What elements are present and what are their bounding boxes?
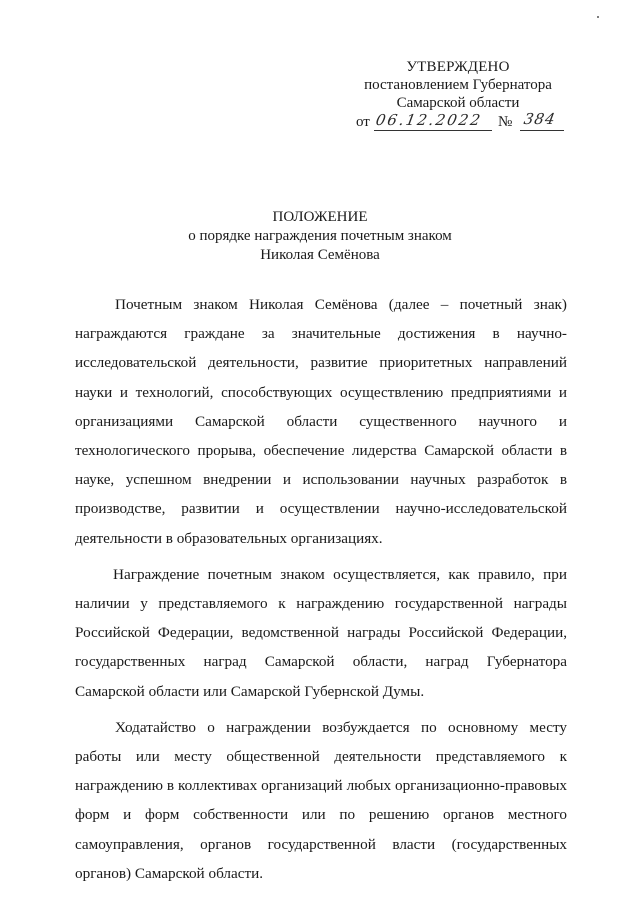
approval-title: УТВЕРЖДЕНО — [406, 59, 510, 75]
scan-speck — [597, 16, 599, 18]
handwritten-number: 384 — [522, 110, 558, 128]
paragraph-1: Почетным знаком Николая Семёнова (далее – почетный знак) награждаются граждане за значительные достижения в научно-исследовательской деятельности, развитие приоритетных направлений науки и технологий, способствующих осуществлению предприятиями и организациями Самарской области существенного научного и технологического прорыва, обеспечение лидерства Самарской области в науке, успешном внедрении и использовании научных разработок в производстве, развитии и осуществлении научно-исследовательской деятельности в образовательных организациях. — [75, 296, 567, 547]
number-prefix: № — [498, 114, 513, 130]
date-underline — [374, 130, 492, 131]
approval-line-1: постановлением Губернатора — [364, 77, 552, 93]
handwritten-date: 06.12.2022 — [374, 111, 484, 129]
document-body — [75, 290, 567, 888]
approval-date-row — [352, 110, 564, 133]
document-title: ПОЛОЖЕНИЕ — [272, 209, 368, 225]
document-subtitle-line-1: о порядке награждения почетным знаком — [188, 228, 452, 244]
number-underline — [520, 130, 564, 131]
approval-line-2: Самарской области — [396, 95, 520, 111]
paragraph-3: Ходатайство о награждении возбуждается по основному месту работы или месту общественной деятельности представляемого к награждению в коллективах организаций любых организационно-правовых форм и форм собственности или по решению органов местного самоуправления, органов государственной власти (государственных органов) Самарской области. — [75, 718, 567, 882]
date-prefix: от — [356, 114, 370, 130]
document-heading — [0, 208, 640, 265]
document-subtitle-line-2: Николая Семёнова — [260, 247, 380, 263]
approval-block — [352, 58, 564, 133]
paragraph-2: Награждение почетным знаком осуществляется, как правило, при наличии у представляемого к награждению государственной награды Российской Федерации, ведомственной награды Российской Федерации, государственных наград Самарской области, наград Губернатора Самарской области или Самарской Губернской Думы. — [75, 565, 567, 700]
